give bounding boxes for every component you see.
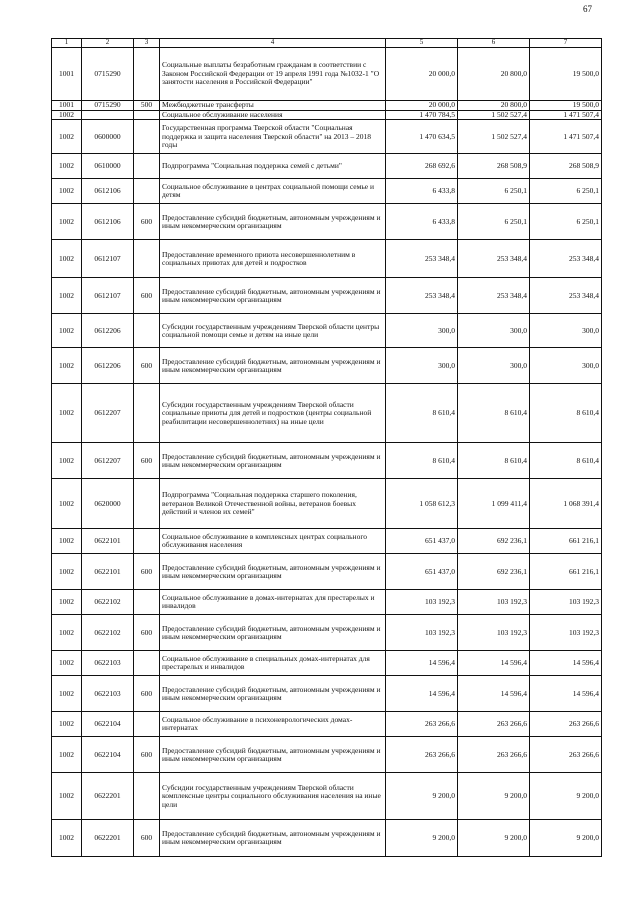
amount-2014: 6 250,1 [458, 204, 530, 240]
amount-2013: 263 266,6 [386, 737, 458, 773]
target-article-code: 0622102 [82, 590, 134, 615]
amount-2015: 268 508,9 [530, 154, 602, 179]
column-number: 7 [530, 39, 602, 48]
expense-type-code [134, 651, 160, 676]
amount-2014: 103 192,3 [458, 615, 530, 651]
expense-type-code [134, 111, 160, 120]
amount-2015: 1 471 507,4 [530, 111, 602, 120]
expense-type-code: 500 [134, 101, 160, 111]
target-article-code: 0612207 [82, 443, 134, 479]
section-code: 1002 [52, 314, 82, 348]
amount-2014: 253 348,4 [458, 240, 530, 278]
section-code: 1002 [52, 111, 82, 120]
amount-2015: 103 192,3 [530, 590, 602, 615]
amount-2013: 300,0 [386, 314, 458, 348]
amount-2014: 20 800,0 [458, 48, 530, 101]
target-article-code: 0612107 [82, 278, 134, 314]
amount-2013: 300,0 [386, 348, 458, 384]
section-code: 1001 [52, 101, 82, 111]
column-number: 4 [160, 39, 386, 48]
expense-type-code [134, 120, 160, 154]
section-code: 1002 [52, 712, 82, 737]
expense-type-code: 600 [134, 278, 160, 314]
section-code: 1002 [52, 278, 82, 314]
amount-2014: 1 502 527,4 [458, 111, 530, 120]
amount-2015: 103 192,3 [530, 615, 602, 651]
target-article-code [82, 111, 134, 120]
amount-2015: 8 610,4 [530, 384, 602, 443]
amount-2013: 20 000,0 [386, 101, 458, 111]
expense-name: Предоставление временного приюта несовершеннолетним в социальных приютах для детей и подростков [160, 240, 386, 278]
column-number: 2 [82, 39, 134, 48]
expense-name: Предоставление субсидий бюджетным, автономным учреждениям и иным некоммерческим организациям [160, 443, 386, 479]
target-article-code: 0622201 [82, 773, 134, 820]
amount-2014: 20 800,0 [458, 101, 530, 111]
target-article-code: 0622201 [82, 820, 134, 857]
expense-type-code: 600 [134, 204, 160, 240]
target-article-code: 0622103 [82, 651, 134, 676]
amount-2013: 14 596,4 [386, 676, 458, 712]
expense-name: Предоставление субсидий бюджетным, автономным учреждениям и иным некоммерческим организациям [160, 348, 386, 384]
amount-2014: 263 266,6 [458, 712, 530, 737]
amount-2014: 9 200,0 [458, 820, 530, 857]
amount-2014: 6 250,1 [458, 179, 530, 204]
section-code: 1002 [52, 615, 82, 651]
expense-name: Предоставление субсидий бюджетным, автономным учреждениям и иным некоммерческим организациям [160, 820, 386, 857]
table-row [52, 111, 602, 120]
section-code: 1002 [52, 529, 82, 554]
table-row [52, 676, 602, 712]
amount-2013: 253 348,4 [386, 278, 458, 314]
expense-name: Предоставление субсидий бюджетным, автономным учреждениям и иным некоммерческим организациям [160, 676, 386, 712]
table-row [52, 712, 602, 737]
amount-2013: 8 610,4 [386, 443, 458, 479]
table-row [52, 820, 602, 857]
table-row [52, 154, 602, 179]
amount-2013: 6 433,8 [386, 204, 458, 240]
expense-type-code: 600 [134, 615, 160, 651]
amount-2013: 103 192,3 [386, 615, 458, 651]
expense-type-code: 600 [134, 443, 160, 479]
expense-type-code [134, 314, 160, 348]
section-code: 1002 [52, 384, 82, 443]
table-row [52, 443, 602, 479]
target-article-code: 0715290 [82, 48, 134, 101]
target-article-code: 0622103 [82, 676, 134, 712]
amount-2015: 9 200,0 [530, 820, 602, 857]
amount-2015: 8 610,4 [530, 443, 602, 479]
table-row [52, 179, 602, 204]
amount-2013: 8 610,4 [386, 384, 458, 443]
section-code: 1002 [52, 348, 82, 384]
section-code: 1002 [52, 676, 82, 712]
target-article-code: 0715290 [82, 101, 134, 111]
column-number: 6 [458, 39, 530, 48]
expense-name: Социальные выплаты безработным гражданам в соответствии с Законом Российской Федерации от 19 апреля 1991 года №1032-1 "О занятости населения в Российской Федерации" [160, 48, 386, 101]
section-code: 1002 [52, 820, 82, 857]
expense-type-code [134, 48, 160, 101]
table-row [52, 651, 602, 676]
amount-2014: 268 508,9 [458, 154, 530, 179]
amount-2014: 14 596,4 [458, 676, 530, 712]
expense-name: Социальное обслуживание населения [160, 111, 386, 120]
amount-2015: 253 348,4 [530, 240, 602, 278]
amount-2014: 9 200,0 [458, 773, 530, 820]
amount-2014: 8 610,4 [458, 443, 530, 479]
target-article-code: 0620000 [82, 479, 134, 529]
table-row [52, 615, 602, 651]
table-row [52, 737, 602, 773]
target-article-code: 0612107 [82, 240, 134, 278]
expense-type-code [134, 773, 160, 820]
target-article-code: 0622101 [82, 529, 134, 554]
amount-2013: 20 000,0 [386, 48, 458, 101]
amount-2015: 1 471 507,4 [530, 120, 602, 154]
section-code: 1002 [52, 590, 82, 615]
expense-type-code: 600 [134, 554, 160, 590]
table-row [52, 278, 602, 314]
section-code: 1002 [52, 443, 82, 479]
budget-table [51, 38, 602, 857]
section-code: 1002 [52, 240, 82, 278]
table-row [52, 590, 602, 615]
amount-2015: 661 216,1 [530, 554, 602, 590]
amount-2014: 253 348,4 [458, 278, 530, 314]
expense-name: Социальное обслуживание в домах-интернатах для престарелых и инвалидов [160, 590, 386, 615]
amount-2013: 253 348,4 [386, 240, 458, 278]
table-row [52, 479, 602, 529]
target-article-code: 0612106 [82, 204, 134, 240]
amount-2014: 692 236,1 [458, 554, 530, 590]
table-row [52, 204, 602, 240]
table-row [52, 240, 602, 278]
amount-2014: 692 236,1 [458, 529, 530, 554]
amount-2013: 1 058 612,3 [386, 479, 458, 529]
table-row [52, 348, 602, 384]
expense-name: Социальное обслуживание в специальных домах-интернатах для престарелых и инвалидов [160, 651, 386, 676]
target-article-code: 0612206 [82, 314, 134, 348]
section-code: 1002 [52, 120, 82, 154]
expense-name: Субсидии государственным учреждениям Тверской области комплексные центры социального обслуживания населения на иные цели [160, 773, 386, 820]
expense-type-code [134, 179, 160, 204]
amount-2013: 9 200,0 [386, 773, 458, 820]
amount-2015: 661 216,1 [530, 529, 602, 554]
expense-name: Подпрограмма "Социальная поддержка старшего поколения, ветеранов Великой Отечественной войны, ветеранов боевых действий и членов их семей" [160, 479, 386, 529]
target-article-code: 0622102 [82, 615, 134, 651]
amount-2013: 9 200,0 [386, 820, 458, 857]
amount-2015: 14 596,4 [530, 651, 602, 676]
expense-type-code: 600 [134, 737, 160, 773]
expense-name: Предоставление субсидий бюджетным, автономным учреждениям и иным некоммерческим организациям [160, 204, 386, 240]
expense-type-code [134, 529, 160, 554]
expense-name: Социальное обслуживание в центрах социальной помощи семье и детям [160, 179, 386, 204]
expense-type-code [134, 240, 160, 278]
amount-2013: 651 437,0 [386, 529, 458, 554]
amount-2013: 14 596,4 [386, 651, 458, 676]
table-row [52, 529, 602, 554]
table-row [52, 773, 602, 820]
table-row [52, 554, 602, 590]
amount-2014: 1 502 527,4 [458, 120, 530, 154]
expense-name: Субсидии государственным учреждениям Тверской области социальные приюты для детей и подростков (центры социальной реабилитации несовершеннолетних) на иные цели [160, 384, 386, 443]
amount-2015: 9 200,0 [530, 773, 602, 820]
target-article-code: 0612207 [82, 384, 134, 443]
target-article-code: 0622104 [82, 737, 134, 773]
amount-2015: 1 068 391,4 [530, 479, 602, 529]
amount-2015: 14 596,4 [530, 676, 602, 712]
amount-2014: 300,0 [458, 314, 530, 348]
section-code: 1002 [52, 479, 82, 529]
section-code: 1002 [52, 773, 82, 820]
expense-name: Предоставление субсидий бюджетным, автономным учреждениям и иным некоммерческим организациям [160, 278, 386, 314]
target-article-code: 0622104 [82, 712, 134, 737]
expense-type-code: 600 [134, 348, 160, 384]
column-number-row [52, 39, 602, 48]
expense-name: Предоставление субсидий бюджетным, автономным учреждениям и иным некоммерческим организациям [160, 737, 386, 773]
table-row [52, 48, 602, 101]
section-code: 1001 [52, 48, 82, 101]
section-code: 1002 [52, 554, 82, 590]
column-number: 5 [386, 39, 458, 48]
expense-name: Субсидии государственным учреждениям Тверской области центры социальной помощи семье и детям на иные цели [160, 314, 386, 348]
table-row [52, 384, 602, 443]
expense-name: Межбюджетные трансферты [160, 101, 386, 111]
amount-2013: 1 470 634,5 [386, 120, 458, 154]
expense-name: Социальное обслуживание в комплексных центрах социального обслуживания населения [160, 529, 386, 554]
amount-2015: 6 250,1 [530, 179, 602, 204]
expense-type-code: 600 [134, 820, 160, 857]
amount-2015: 300,0 [530, 348, 602, 384]
amount-2013: 103 192,3 [386, 590, 458, 615]
amount-2013: 6 433,8 [386, 179, 458, 204]
amount-2015: 19 500,0 [530, 101, 602, 111]
section-code: 1002 [52, 204, 82, 240]
amount-2013: 1 470 784,5 [386, 111, 458, 120]
section-code: 1002 [52, 179, 82, 204]
expense-type-code [134, 712, 160, 737]
amount-2015: 300,0 [530, 314, 602, 348]
amount-2015: 6 250,1 [530, 204, 602, 240]
amount-2014: 300,0 [458, 348, 530, 384]
expense-name: Предоставление субсидий бюджетным, автономным учреждениям и иным некоммерческим организациям [160, 554, 386, 590]
amount-2014: 1 099 411,4 [458, 479, 530, 529]
expense-type-code [134, 479, 160, 529]
section-code: 1002 [52, 154, 82, 179]
amount-2015: 253 348,4 [530, 278, 602, 314]
expense-name: Социальное обслуживание в психоневрологических домах-интернатах [160, 712, 386, 737]
expense-name: Государственная программа Тверской области "Социальная поддержка и защита населения Тверской области" на 2013 – 2018 годы [160, 120, 386, 154]
amount-2013: 268 692,6 [386, 154, 458, 179]
expense-name: Подпрограмма "Социальная поддержка семей с детьми" [160, 154, 386, 179]
amount-2013: 651 437,0 [386, 554, 458, 590]
section-code: 1002 [52, 737, 82, 773]
column-number: 3 [134, 39, 160, 48]
expense-type-code [134, 384, 160, 443]
amount-2014: 103 192,3 [458, 590, 530, 615]
amount-2014: 263 266,6 [458, 737, 530, 773]
expense-type-code [134, 590, 160, 615]
target-article-code: 0600000 [82, 120, 134, 154]
amount-2014: 8 610,4 [458, 384, 530, 443]
column-number: 1 [52, 39, 82, 48]
target-article-code: 0612206 [82, 348, 134, 384]
expense-name: Предоставление субсидий бюджетным, автономным учреждениям и иным некоммерческим организациям [160, 615, 386, 651]
target-article-code: 0622101 [82, 554, 134, 590]
target-article-code: 0612106 [82, 179, 134, 204]
amount-2015: 263 266,6 [530, 737, 602, 773]
amount-2015: 263 266,6 [530, 712, 602, 737]
amount-2013: 263 266,6 [386, 712, 458, 737]
page-number: 67 [583, 4, 592, 14]
amount-2015: 19 500,0 [530, 48, 602, 101]
table-row [52, 120, 602, 154]
amount-2014: 14 596,4 [458, 651, 530, 676]
table-row [52, 101, 602, 111]
section-code: 1002 [52, 651, 82, 676]
target-article-code: 0610000 [82, 154, 134, 179]
table-row [52, 314, 602, 348]
expense-type-code [134, 154, 160, 179]
expense-type-code: 600 [134, 676, 160, 712]
